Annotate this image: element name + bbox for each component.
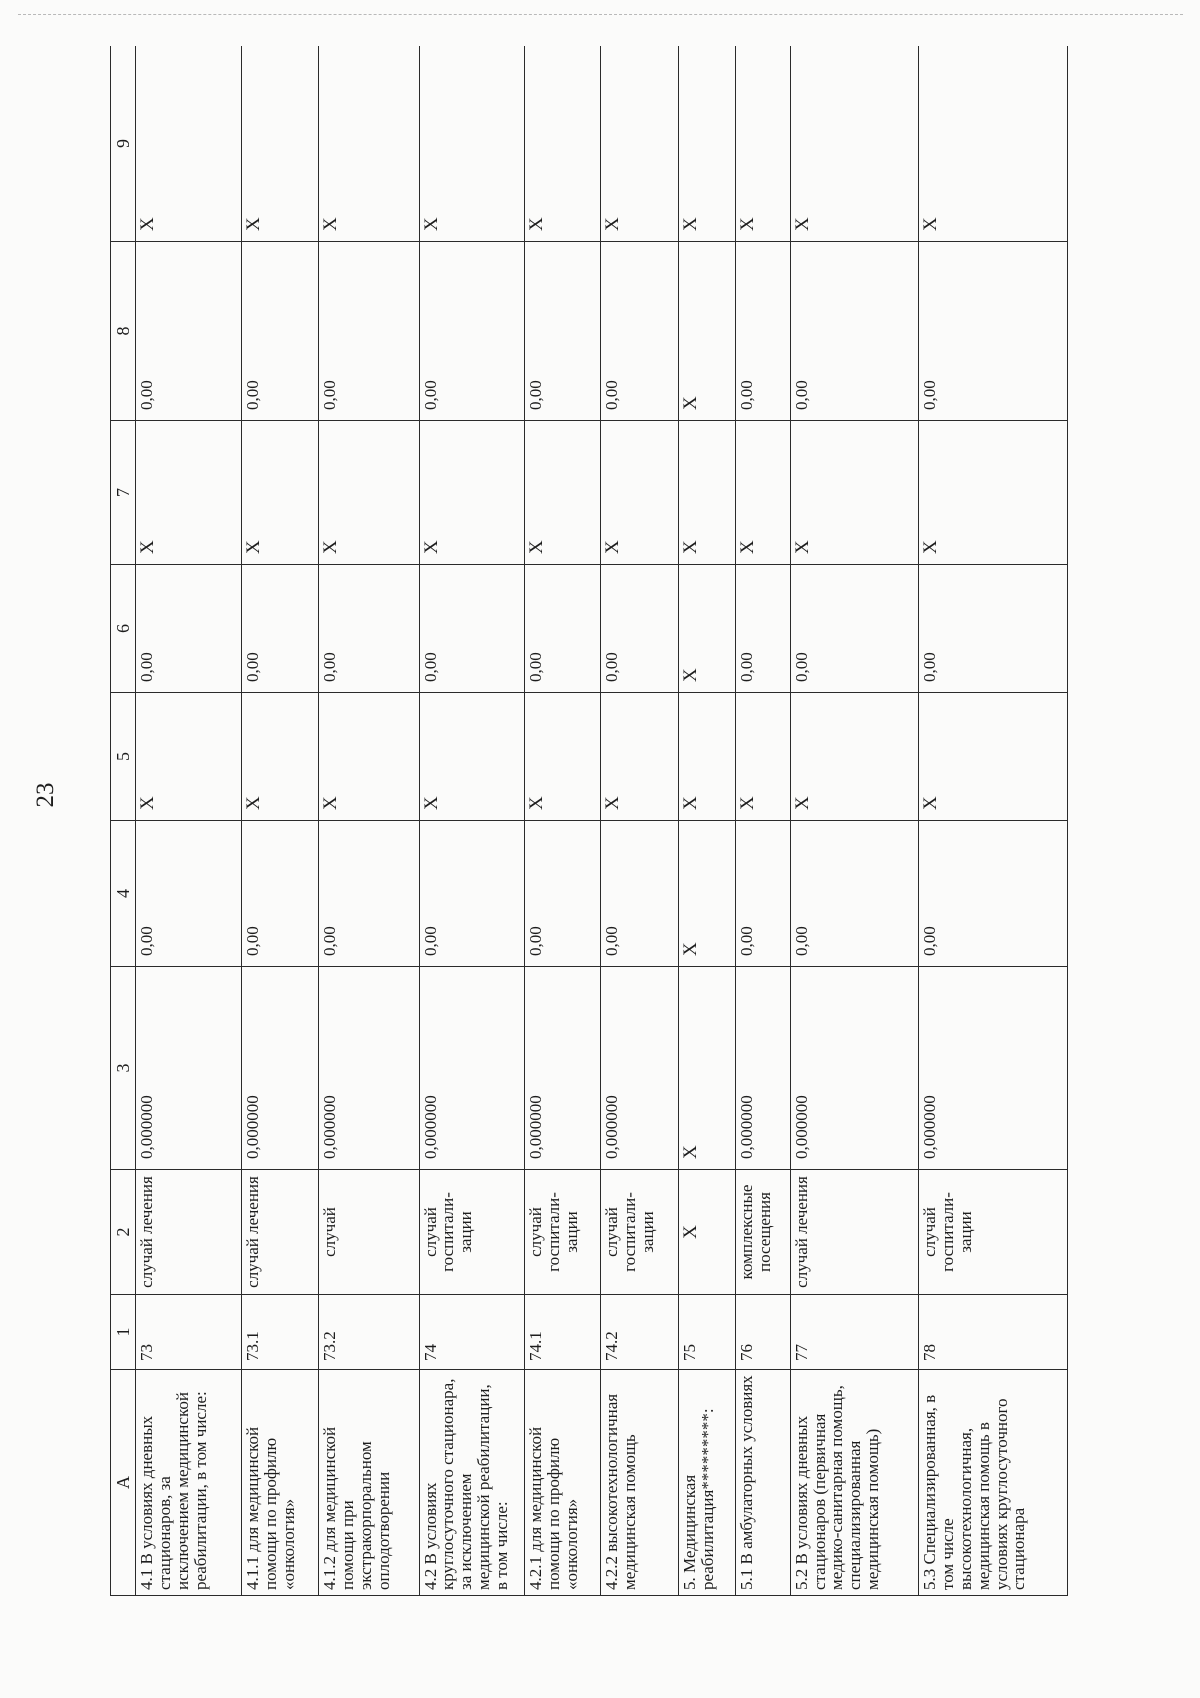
value-cell-5: Х: [735, 693, 790, 821]
value-cell-5: Х: [136, 693, 242, 821]
value-cell-3: 0,000000: [319, 967, 419, 1170]
value-cell-8: 0,00: [600, 242, 678, 421]
value-cell-7: Х: [136, 421, 242, 565]
data-table: [110, 46, 1068, 1596]
table-row: [678, 46, 735, 1596]
value-cell-4: 0,00: [242, 821, 319, 967]
header-cell: 4: [111, 821, 136, 967]
value-cell-3: 0,000000: [242, 967, 319, 1170]
unit-cell: случай госпитали-зации: [419, 1170, 524, 1295]
value-cell-9: Х: [678, 46, 735, 242]
header-cell: 8: [111, 242, 136, 421]
row-code-cell: 77: [790, 1295, 919, 1370]
value-cell-4: Х: [678, 821, 735, 967]
value-cell-4: 0,00: [419, 821, 524, 967]
row-code-cell: 73.1: [242, 1295, 319, 1370]
header-cell: 9: [111, 46, 136, 242]
table-row: [419, 46, 524, 1596]
value-cell-9: Х: [136, 46, 242, 242]
value-cell-6: 0,00: [600, 565, 678, 693]
row-name-cell: 4.1.1 для медицинской помощи по профилю «онкология»: [242, 1370, 319, 1596]
value-cell-8: 0,00: [419, 242, 524, 421]
table-frame: [110, 46, 1068, 1596]
value-cell-5: Х: [600, 693, 678, 821]
unit-cell: случай лечения: [242, 1170, 319, 1295]
table-row: [735, 46, 790, 1596]
unit-cell: случай лечения: [790, 1170, 919, 1295]
value-cell-5: Х: [919, 693, 1068, 821]
row-name-cell: 5. Медицинская реабилитация*********:: [678, 1370, 735, 1596]
value-cell-6: 0,00: [136, 565, 242, 693]
value-cell-9: Х: [600, 46, 678, 242]
value-cell-8: 0,00: [735, 242, 790, 421]
value-cell-3: 0,000000: [419, 967, 524, 1170]
value-cell-5: Х: [419, 693, 524, 821]
row-code-cell: 73: [136, 1295, 242, 1370]
rotated-table-container: [110, 46, 1068, 1596]
value-cell-6: 0,00: [419, 565, 524, 693]
value-cell-4: 0,00: [919, 821, 1068, 967]
value-cell-4: 0,00: [136, 821, 242, 967]
unit-cell: случай госпитали-зации: [919, 1170, 1068, 1295]
row-code-cell: 74.1: [525, 1295, 601, 1370]
table-row: [790, 46, 919, 1596]
row-name-cell: 4.2.2 высокотехнологичная медицинская помощь: [600, 1370, 678, 1596]
table-row: [242, 46, 319, 1596]
header-cell: 3: [111, 967, 136, 1170]
value-cell-6: 0,00: [735, 565, 790, 693]
value-cell-4: 0,00: [319, 821, 419, 967]
row-name-cell: 4.1 В условиях дневных стационаров, за исключением медицинской реабилитации, в том числе:: [136, 1370, 242, 1596]
unit-cell: случай госпитали-зации: [600, 1170, 678, 1295]
value-cell-8: 0,00: [136, 242, 242, 421]
scan-edge-line: [18, 14, 1183, 15]
value-cell-9: Х: [419, 46, 524, 242]
unit-cell: случай госпитали-зации: [525, 1170, 601, 1295]
row-code-cell: 75: [678, 1295, 735, 1370]
value-cell-7: Х: [242, 421, 319, 565]
header-cell: 5: [111, 693, 136, 821]
row-name-cell: 4.1.2 для медицинской помощи при экстракорпоральном оплодотворении: [319, 1370, 419, 1596]
unit-cell: случай: [319, 1170, 419, 1295]
value-cell-7: Х: [419, 421, 524, 565]
value-cell-3: 0,000000: [600, 967, 678, 1170]
header-cell: 1: [111, 1295, 136, 1370]
value-cell-5: Х: [678, 693, 735, 821]
unit-cell: комплексные посещения: [735, 1170, 790, 1295]
table-row: [319, 46, 419, 1596]
value-cell-6: 0,00: [242, 565, 319, 693]
value-cell-4: 0,00: [525, 821, 601, 967]
value-cell-5: Х: [790, 693, 919, 821]
value-cell-3: 0,000000: [919, 967, 1068, 1170]
value-cell-5: Х: [242, 693, 319, 821]
value-cell-9: Х: [735, 46, 790, 242]
value-cell-8: 0,00: [319, 242, 419, 421]
value-cell-7: Х: [678, 421, 735, 565]
row-name-cell: 4.2.1 для медицинской помощи по профилю «онкология»: [525, 1370, 601, 1596]
row-name-cell: 5.3 Специализированная, в том числе высокотехнологичная, медицинская помощь в условиях круглосуточного стационара: [919, 1370, 1068, 1596]
value-cell-3: 0,000000: [136, 967, 242, 1170]
row-code-cell: 73.2: [319, 1295, 419, 1370]
header-cell: 2: [111, 1170, 136, 1295]
value-cell-3: 0,000000: [790, 967, 919, 1170]
value-cell-5: Х: [319, 693, 419, 821]
header-cell: 6: [111, 565, 136, 693]
value-cell-8: 0,00: [525, 242, 601, 421]
value-cell-6: 0,00: [525, 565, 601, 693]
row-code-cell: 74.2: [600, 1295, 678, 1370]
value-cell-7: Х: [919, 421, 1068, 565]
value-cell-7: Х: [525, 421, 601, 565]
header-cell: 7: [111, 421, 136, 565]
value-cell-4: 0,00: [735, 821, 790, 967]
row-code-cell: 74: [419, 1295, 524, 1370]
value-cell-7: Х: [790, 421, 919, 565]
value-cell-7: Х: [735, 421, 790, 565]
unit-cell: Х: [678, 1170, 735, 1295]
value-cell-6: 0,00: [790, 565, 919, 693]
value-cell-6: 0,00: [319, 565, 419, 693]
value-cell-3: 0,000000: [525, 967, 601, 1170]
value-cell-3: Х: [678, 967, 735, 1170]
value-cell-9: Х: [919, 46, 1068, 242]
value-cell-9: Х: [790, 46, 919, 242]
value-cell-6: Х: [678, 565, 735, 693]
value-cell-9: Х: [525, 46, 601, 242]
table-row: [600, 46, 678, 1596]
table-row: [919, 46, 1068, 1596]
value-cell-8: 0,00: [790, 242, 919, 421]
row-name-cell: 4.2 В условиях круглосуточного стационара, за исключением медицинской реабилитации, в том числе:: [419, 1370, 524, 1596]
unit-cell: случай лечения: [136, 1170, 242, 1295]
value-cell-5: Х: [525, 693, 601, 821]
table-row: [525, 46, 601, 1596]
value-cell-8: Х: [678, 242, 735, 421]
table-row: [136, 46, 242, 1596]
value-cell-4: 0,00: [790, 821, 919, 967]
value-cell-7: Х: [600, 421, 678, 565]
header-row: [111, 46, 136, 1596]
value-cell-7: Х: [319, 421, 419, 565]
header-cell: А: [111, 1370, 136, 1596]
value-cell-4: 0,00: [600, 821, 678, 967]
row-code-cell: 78: [919, 1295, 1068, 1370]
row-code-cell: 76: [735, 1295, 790, 1370]
value-cell-3: 0,000000: [735, 967, 790, 1170]
value-cell-6: 0,00: [919, 565, 1068, 693]
page-number: 23: [32, 782, 59, 808]
value-cell-9: Х: [242, 46, 319, 242]
row-name-cell: 5.2 В условиях дневных стационаров (первичная медико-санитарная помощь, специализированная медицинская помощь): [790, 1370, 919, 1596]
value-cell-8: 0,00: [242, 242, 319, 421]
value-cell-9: Х: [319, 46, 419, 242]
value-cell-8: 0,00: [919, 242, 1068, 421]
row-name-cell: 5.1 В амбулаторных условиях: [735, 1370, 790, 1596]
